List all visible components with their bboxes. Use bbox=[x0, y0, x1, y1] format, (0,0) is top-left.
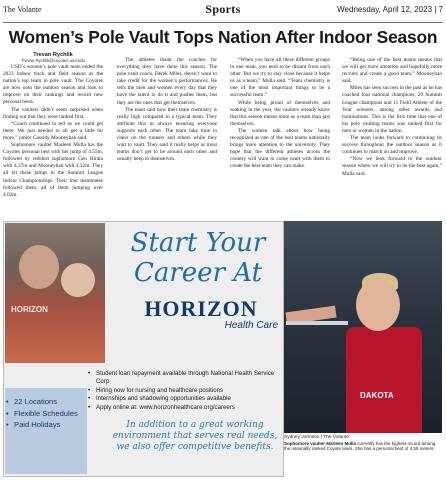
article-paragraph: The vaulters didn’t seem surprised when finding out that they were ranked first. bbox=[3, 106, 103, 120]
article-paragraph: “When you have all these different groups in one team, you tend to be distant from each other. But we try to stay close because it helps us as a team,” Mulla said. “Team chemistry is one of the most important things to be a successful team.” bbox=[230, 57, 330, 99]
ad-bullets bbox=[88, 370, 282, 412]
ad-locations-list bbox=[6, 396, 78, 431]
photo-credit: Sydney Johnson | The Volante bbox=[284, 435, 349, 440]
article-paragraph: USD’s women’s pole vault team ended the 2023 indoor track and field season as the nation’s top team in pole vault. The Coyotes are now onto the outdoor season and look to improve on their rankings and record new personal bests. bbox=[3, 64, 103, 106]
ad-location-item: • 22 Locations bbox=[6, 397, 58, 406]
photo-caption bbox=[284, 435, 442, 452]
ad-headline: Career At bbox=[133, 258, 263, 288]
nurse-figure bbox=[19, 245, 59, 289]
article-paragraph: The team looks forward to continuing its success throughout the outdoor season as it continues to march on and improve. bbox=[342, 135, 442, 156]
athlete-jersey bbox=[346, 327, 422, 433]
ad-bullet: • Hiring now for nursing and healthcare positions bbox=[88, 386, 224, 394]
date-page: Wednesday, April 12, 2023 | 7 bbox=[337, 5, 443, 14]
article-paragraph: The women talk about how being recognized as one of the best teams nationally brings more attention to the university. They hope that the different athletes across the country will want to come vault with them to create the best team they can make. bbox=[230, 127, 330, 170]
ad-bullet-url[interactable]: • Apply online at: www.horizonhealthcare.org/careers bbox=[88, 403, 235, 411]
jersey-text: DAKOTA bbox=[360, 391, 394, 400]
ad-bullet: • Student loan repayment available through National Health Service Corp bbox=[88, 370, 275, 386]
ad-promo-text: In addition to a great working environment that serves real needs, we also offer competitive benefits. bbox=[112, 420, 278, 452]
athlete-head bbox=[356, 279, 400, 331]
patient-figure bbox=[61, 263, 95, 297]
bullet-icon: • bbox=[6, 420, 9, 429]
article-column-1 bbox=[3, 52, 103, 219]
author-name: Trevan Rychlik bbox=[33, 52, 73, 58]
bullet-icon: • bbox=[88, 403, 91, 411]
ad-nurse-photo bbox=[5, 223, 105, 363]
section-title: Sports bbox=[205, 2, 241, 16]
bullet-icon: • bbox=[88, 370, 91, 377]
publication-name: The Volante bbox=[3, 5, 42, 14]
bullet-icon: • bbox=[88, 395, 91, 403]
horizon-advertisement[interactable] bbox=[3, 221, 284, 477]
bullet-icon: • bbox=[6, 408, 9, 418]
horizon-logo: HORIZON bbox=[144, 296, 258, 321]
caption-lead: Sophomore vaulter Marleen Mulla bbox=[284, 440, 357, 446]
article-paragraph: The team said how their team chemistry is really high compared to a typical team. They attribute this to always ensuring everyone supports each other. The team take time to cheer on the runners and others while they wait to vault. They said it really helps as most teams don’t get to be around each other and usually keep to themselves. bbox=[117, 106, 217, 163]
article-paragraph: Miles has seen success in the past as he has coached four national champions, 29 Summit League champions and 11 Field Athlete of the Year winners, among other awards and nominations. This is the first time that one of his pole vaulting teams was ranked first for men or women in the nation. bbox=[342, 85, 442, 134]
ad-photo-label: HORIZON bbox=[11, 305, 48, 314]
article-paragraph: The athletes thank the coaches for everything they have done this season. The pole vault coach, Derek Miles, doesn’t want to take credit for the women’s performances. He tells the men and women every day that they have the talent to do it and pushes them, but they are the ones that get themselves. bbox=[117, 57, 217, 106]
bullet-icon: • bbox=[88, 386, 91, 394]
bullet-icon: • bbox=[6, 397, 9, 406]
author-email: Trevan.Rychlik@coyotes.usd.edu bbox=[21, 58, 85, 63]
article-paragraph: “Now we look forward to the outdoor season where we will try to be the best again,” Mulla said. bbox=[342, 156, 442, 177]
byline bbox=[3, 52, 103, 63]
horizon-logo-sub: Health Care bbox=[224, 320, 278, 331]
article-column-3 bbox=[230, 57, 330, 171]
article-paragraph: “Coach continued to tell us we could get there. We just needed to all get a little bit more,” junior Cassidy Mooneyhan said. bbox=[3, 120, 103, 141]
ad-bullet: • Internships and shadowing opportunities available bbox=[88, 395, 231, 403]
article-paragraph: “Being one of the best teams means that we will get more attention and hopefully more recruits and create a good team,” Mooneyhan said. bbox=[342, 57, 442, 85]
vault-pole bbox=[286, 321, 348, 325]
ad-location-item: • Flexible Schedules bbox=[6, 408, 78, 418]
article-column-4 bbox=[342, 57, 442, 178]
pole-vaulter-photo bbox=[284, 221, 442, 433]
article-paragraph: While being proud of themselves and soaking in the year, the vaulters already know that this season means more as a team than just themselves. bbox=[230, 99, 330, 127]
ad-headline: Start Your bbox=[130, 228, 266, 258]
ad-location-item: • Paid Holidays bbox=[6, 420, 61, 429]
article-paragraph: Sophomore vaulter Marleen Mulla has the Coyotes personal best with her jump of 4.55m, followed by redshirt sophomore Gen Hirata with 4.37m and Mooneyhan with 4.32m. They all hit these jumps in the Summit League Indoor Championships. Their four teammates followed them, all of them jumping over 4.02m. bbox=[3, 142, 103, 198]
caption-text: currently has the highest record among the nationally ranked Coyote team. She has a personal best of 4.55 meters. bbox=[284, 440, 436, 452]
article-column-2 bbox=[117, 57, 217, 163]
article-headline: Women’s Pole Vault Tops Nation After Indoor Season bbox=[8, 27, 438, 47]
page-header bbox=[3, 0, 443, 23]
